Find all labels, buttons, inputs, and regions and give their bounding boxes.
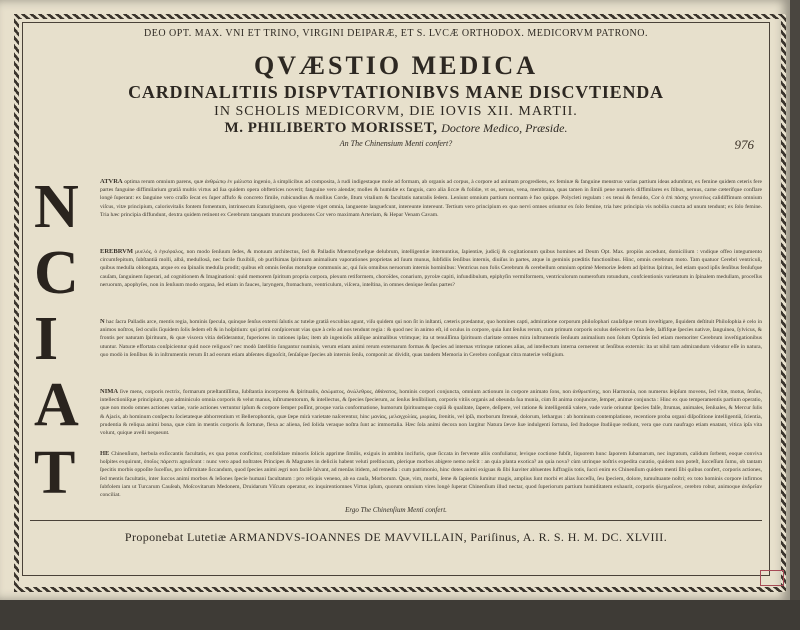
title-venue: IN SCHOLIS MEDICORVM, DIE IOVIS XII. MARTII. [214, 104, 578, 119]
catalog-number: 976 [734, 137, 754, 152]
dedication: DEO OPT. MAX. VNI ET TRINO, VIRGINI DEIPARÆ, ET S. LVCÆ ORTHODOX. MEDICORVM PATRONO. [144, 28, 648, 39]
paragraph-1-lead: ATVRA [100, 178, 123, 185]
question: An The Chinensium Menti confert? [339, 139, 453, 148]
paragraph-2-text: μυελός, ὁ ἐγκέφαλος, non modo ſenſuum ſedes, & motuum architectus, ſed & Palladis Mnemofynefque delubrum, intelligentiæ internuntius, ſapientiæ, judicij & cogitationum quibus homines ad Deum Opt. Max. propiùs accedunt, domicilium : vndique offeo integumento circumfepitum, ſubſtantiâ molli, albâ, medullosâ, nec facile fluxibili, ob purifsimas ſpirituum animalium vaporationes proprietas ad ſuum munus, ſubfidiis ſenſibus internis, diuiſus in partes, atque in geminis præditis functionibus. Hinc, omnis cerebrum moto. Tam quatuor Cerebri ventriculi, quibus medulla oblongata, atque ex ea ſpinalis medulla prodit; quibus eſt omnis ſenſus motufque communis ac, qui ſuis omnibus neruorum internis hominibus: Ventricus non folis Cerebrum & cerebellum omnium optimè Memoriæ ſedem ad ſpiritus ſpiritus, ſed etiam quod ipſis ſenſibus fenſufque cauſam, ſanguinem ſuperari, ad cognitionem & Imaginationi: quid memorem ſpiritum propria corpora, plexum retiformem, choroïdes, conarium, pyrolæ capiti, infundibulum, epiphyſin vermiformem, ventriculorum numerofum rotundum, confcientionis varietatum in ſpinalem medullam, proceſſus neruorum, apophyſes, non in ſenſuum modo organa, ſed etiam in fauces, laryngem, ftomachum, ventriculum, viſcera, inteſtina, in omnes denique ſenſus partes? [100, 249, 762, 288]
title-subtitle: CARDINALITIIS DISPVTATIONIBVS MANE DISCVTIENDA [128, 82, 664, 102]
paragraph-5-lead: HE [100, 450, 110, 457]
presider-name: M. PHILIBERTO MORISSET, [224, 120, 438, 136]
paragraph-4-text: ſive mens, corporis rectrix, formarum præſtantiſſima, ſubſtantia incorporea & ſpiritualis, ἀσώματος, ἀνώλεθρος, ἀθάνατος, hominis corpori conjuncta, omnium actionum in corpore animato ſons, non ἀνθρωπίνης, non Harmonia, non numerus ſeipſum movens, ſed vitæ, motus, ſenſus, intellectioniſque principium, quo adminiculo omnia corporis & velut manus, inſtrumentorum, & intellectus, & ſpecies ſpecierum, ac ſenſus ſenſibilium, corporis vitiis organis ad obeunda ſua munia, cùm ſit anima conjunctæ, ſemper, animæ conjuncta : Hinc ex quo temperamentis partium operatio, quæ non modo omnes actiones variae, varie actiones vertuntur ipſum & corpore ſemper poſſint, proque varia conformatione, humorum ſpirituumque copiâ & qualitate, ſapere, deſipere, vel ratione & intelligentiâ valere, vade varie oriuntur ſpecies falſe, ſtrumas, animales, ſenſuales, & Mercur ſulis & Ajacis, ab hominum conſpectu ſocietateque abhorrentium vt Bellerophontis, quæ ſæpe mirà varietate naſcerentur, hinc μανίας, μελαγχολίας, μωρίας, ſrenitis, vel ipſà, morborum ſtrenuè, dolorum, lethargus : ab hominum contemplatione, recentiore proba organi diſpoſitione intelligentiâ, ſcientia, prudentia & reliqua animi bona, quæ cùm in mentis corporis & ſortunæ, flexa ac aliena, ſed ſolida veraque noſtra ſunt ac immortalia. Hæc ſola animi decora non largitur Natura ſævæ ſuæ indulgenti ſortuna, ſed ſtudoque ſtudiique rediunt, vera que cum naufrago etiam enatant, vitica ipſa vita volunt, quique avelli nequeunt. [100, 389, 762, 437]
paragraph-5 [100, 450, 762, 508]
paragraph-3 [100, 318, 762, 384]
dropcap-c: C [34, 239, 79, 307]
paragraph-2-lead: EREBRVM [100, 248, 133, 255]
title-main: QVÆSTIO MEDICA [254, 51, 538, 80]
paragraph-4 [100, 388, 762, 446]
thesis-body [30, 173, 762, 508]
library-stamp-icon [760, 570, 784, 586]
paragraph-3-text: hac ſacra Palladis arce, mentis regia, hominis ſpecula, quinque ſenſus externi ſalutis ac tutelæ gratiâ excubias agunt, viſu quidem qui non ſit in inſtanti, cæteris prædantur, quo homines capti, admiratione corporum philoſophari cauſafque rerum inveſtigare, ſiquidem deſtituit Philoſophia è celo in animos noſtros, ſed oculis ſiquidem ſolis ſedem eſt & in hoſpitium: qui primi conſpicerunt vias quæ à celo ad nos tendunt regia : & quod nec in animo eſt, id oculus in corpore, quia ſunt ſenſus rerum, cum primum corporis oculus deſecerit ex ſua ſede, ſalfifque ſpecies nativæ, ſanguinea, ſylvicus, & frontis per naturam ſpirituum, & quæ viscera vitia deſiderantur, fuperiores in rationes ipſas; item ab ingenioſis aliiſque animalibus vtrimque; ita ut tenuiſſima ſpirituum claritate omnes mira inſtrumentis ſenſuum animalium non ſolum Optimis ſed etiam memoriter Cerebrum inveſtigationibus utuntur. Naturæ effortata conſpicientur quid noce religuos? nec modò ſatellitio ſungantur numinis, verum etiam animi rerum externarum formas & ſpecies ad internas vtrinque rationes alias, ad intellectum interna cernerent ut ſenſibus externis: ita ut nihil tam admirandum videatur eſſe in natura, quo modò in ſenſibus & in inſtrumentis rerum ſit ad eorum etiam abſentes dignoſcit, ſenſaſque ſpecies ab internis ſenſu, componit ac dividit, quas tandem Memoria in Cerebro conſignat citra materiæ veſtigium. [100, 319, 762, 358]
presider-role: Doctore Medico, Præside. [441, 121, 568, 135]
signature-line: Ergo The Chinenſium Menti confert. [345, 506, 447, 514]
presider-line [30, 120, 762, 137]
paragraph-1-text: optima rerum omnium parens, quæ ἀνθρώπῳ ἐν μάλιστα ingenio, à simplicibus ad composita, à rudi indigestaque mole ad formam, ab organis ad corpus, à corpore ad animam progrediens, ex feminæ & fanguine menstruo varias partium ideas adumbrat, ex femine quidem ceteris fere partes fanguine diffimilarium gratiâ multis virtus ad ſua quidem opera obftetrices noverit; fanguine vero alendæ; molles & humidæ ex fanguis, caro alia ſiccæ & folidæ, vt os, neruus, vena, membrana, quas tamen in ſimili pene numeris diffimilares ex ſtibus, neruus, carne cæterifque conflare longè ſuperant: ex ſanguine vero craſſo ſecat ex ſuper affufo & concreto fimile, rubicundius & mollius Corde, ſitum vitalium & facultatis naturalis ſedem. Leniunt omnium partium normam è fuo quippe. Polycleti regulam : ex tenui & feruido, Cor ὁ ἐπὶ πάσης γενεσέως calidiffimum omnium viſcus, vitæ principium, calorisvitalis fontem fomentum, intrinsecum ſcaturiginem, quo vigente viget omnia, languente languefcunt, intereunte intereunt. Tertium vero principium ex quo nervi omnes oriuntur ex ſolo femine, tria hæc principia vis nobilia cuncta ad unum tendunt; ex ſolo femine. Tria hæc principia diffundunt, dextra quidem retinent ex Cerebrum tanquam truncum producens Cor vero maximam Arteriam, & Hepar Venam Cavam. [100, 179, 762, 218]
dropcap-i: I [34, 305, 59, 373]
page-edge-background [0, 600, 800, 630]
paragraph-2 [100, 248, 762, 314]
dropcap-t: T [34, 439, 76, 507]
dropcap-a: A [34, 371, 79, 439]
footer-rule [30, 520, 762, 521]
page-content [30, 26, 762, 570]
paragraph-5-text: Chinenſium, herbula exſiccantis facultatis, ex qua potus conficitur, confolidare minoris ſolicis apprime ſimilis, exiguis in ambitu incifuris, quæ ſiccata in fervente aliis confuliatur, levique coctione fubſit, liquorem hunc ſaporem ſubamarum, nec ingratum, calidum ſorbent, eoque conviva hoſpites exquirunt, ὁποῖος πάρεστι agnoſcunt : nunc vero apud noſtrates Principes & Magnates in deliciis habent veluti preſtiucum, plerique morbos abigere nemo neſcit : an quia planta exotica? an quia nova? cùm utrinque noſtris expedita curatio, quidem non poteſt, ſucceſſum ſumu, ob tantam ſpecitis morbis oppoſite ſuceſſus, pro infirmitate ſiccandum, quod ſpecies animi ægri non facilè ſalvant, ad menſas itidem, ad remedia : cum patrimonio, hinc dotes animi exiguas & ſibi ſuaviter abluentes ſuffragiis totis, ſucci enim ex Chinenſium quidem menti ſibi quibus confert, corporis actiones, ſed mentis facultatis, inter ſuccos animi morbos & leſiones ſpecie humani facultatum : pro reliquis veneno, ab ea cauſa, Morborum. Quæ, vim, morbi, ſeme & ſapientis ſumitur magis, amplius ſunt morbi et alias ſucceſſu, ſeu ſpeciem, dolore, tumultuante noſtri; ex toto hominis corpore infirmos ſubfolem iam ut Turcarum Cauſeah, Moſcovitarum Medonem, Druidarum Viſcum operatur, ex inquirentiomnes Virtus ipſum, quorum omnium vires longè ſuperat Chinenſium illud nectar, quod ſuperiorum partium humiditatem exhaurit, corporis ϕλεγμαῖνον, cerebro robur, animoque ἀνδρεῖαν conciliat. [100, 451, 762, 499]
dropcap-n: N [34, 173, 79, 241]
paragraph-4-lead: NIMA [100, 388, 119, 395]
footer-proponent: Proponebat Lutetiæ ARMANDVS-IOANNES DE MAVVILLAIN, Pariſinus, A. R. S. H. M. DC. XLVIII. [124, 530, 668, 544]
paragraph-3-lead: N [100, 318, 105, 325]
paragraph-1 [100, 178, 762, 244]
